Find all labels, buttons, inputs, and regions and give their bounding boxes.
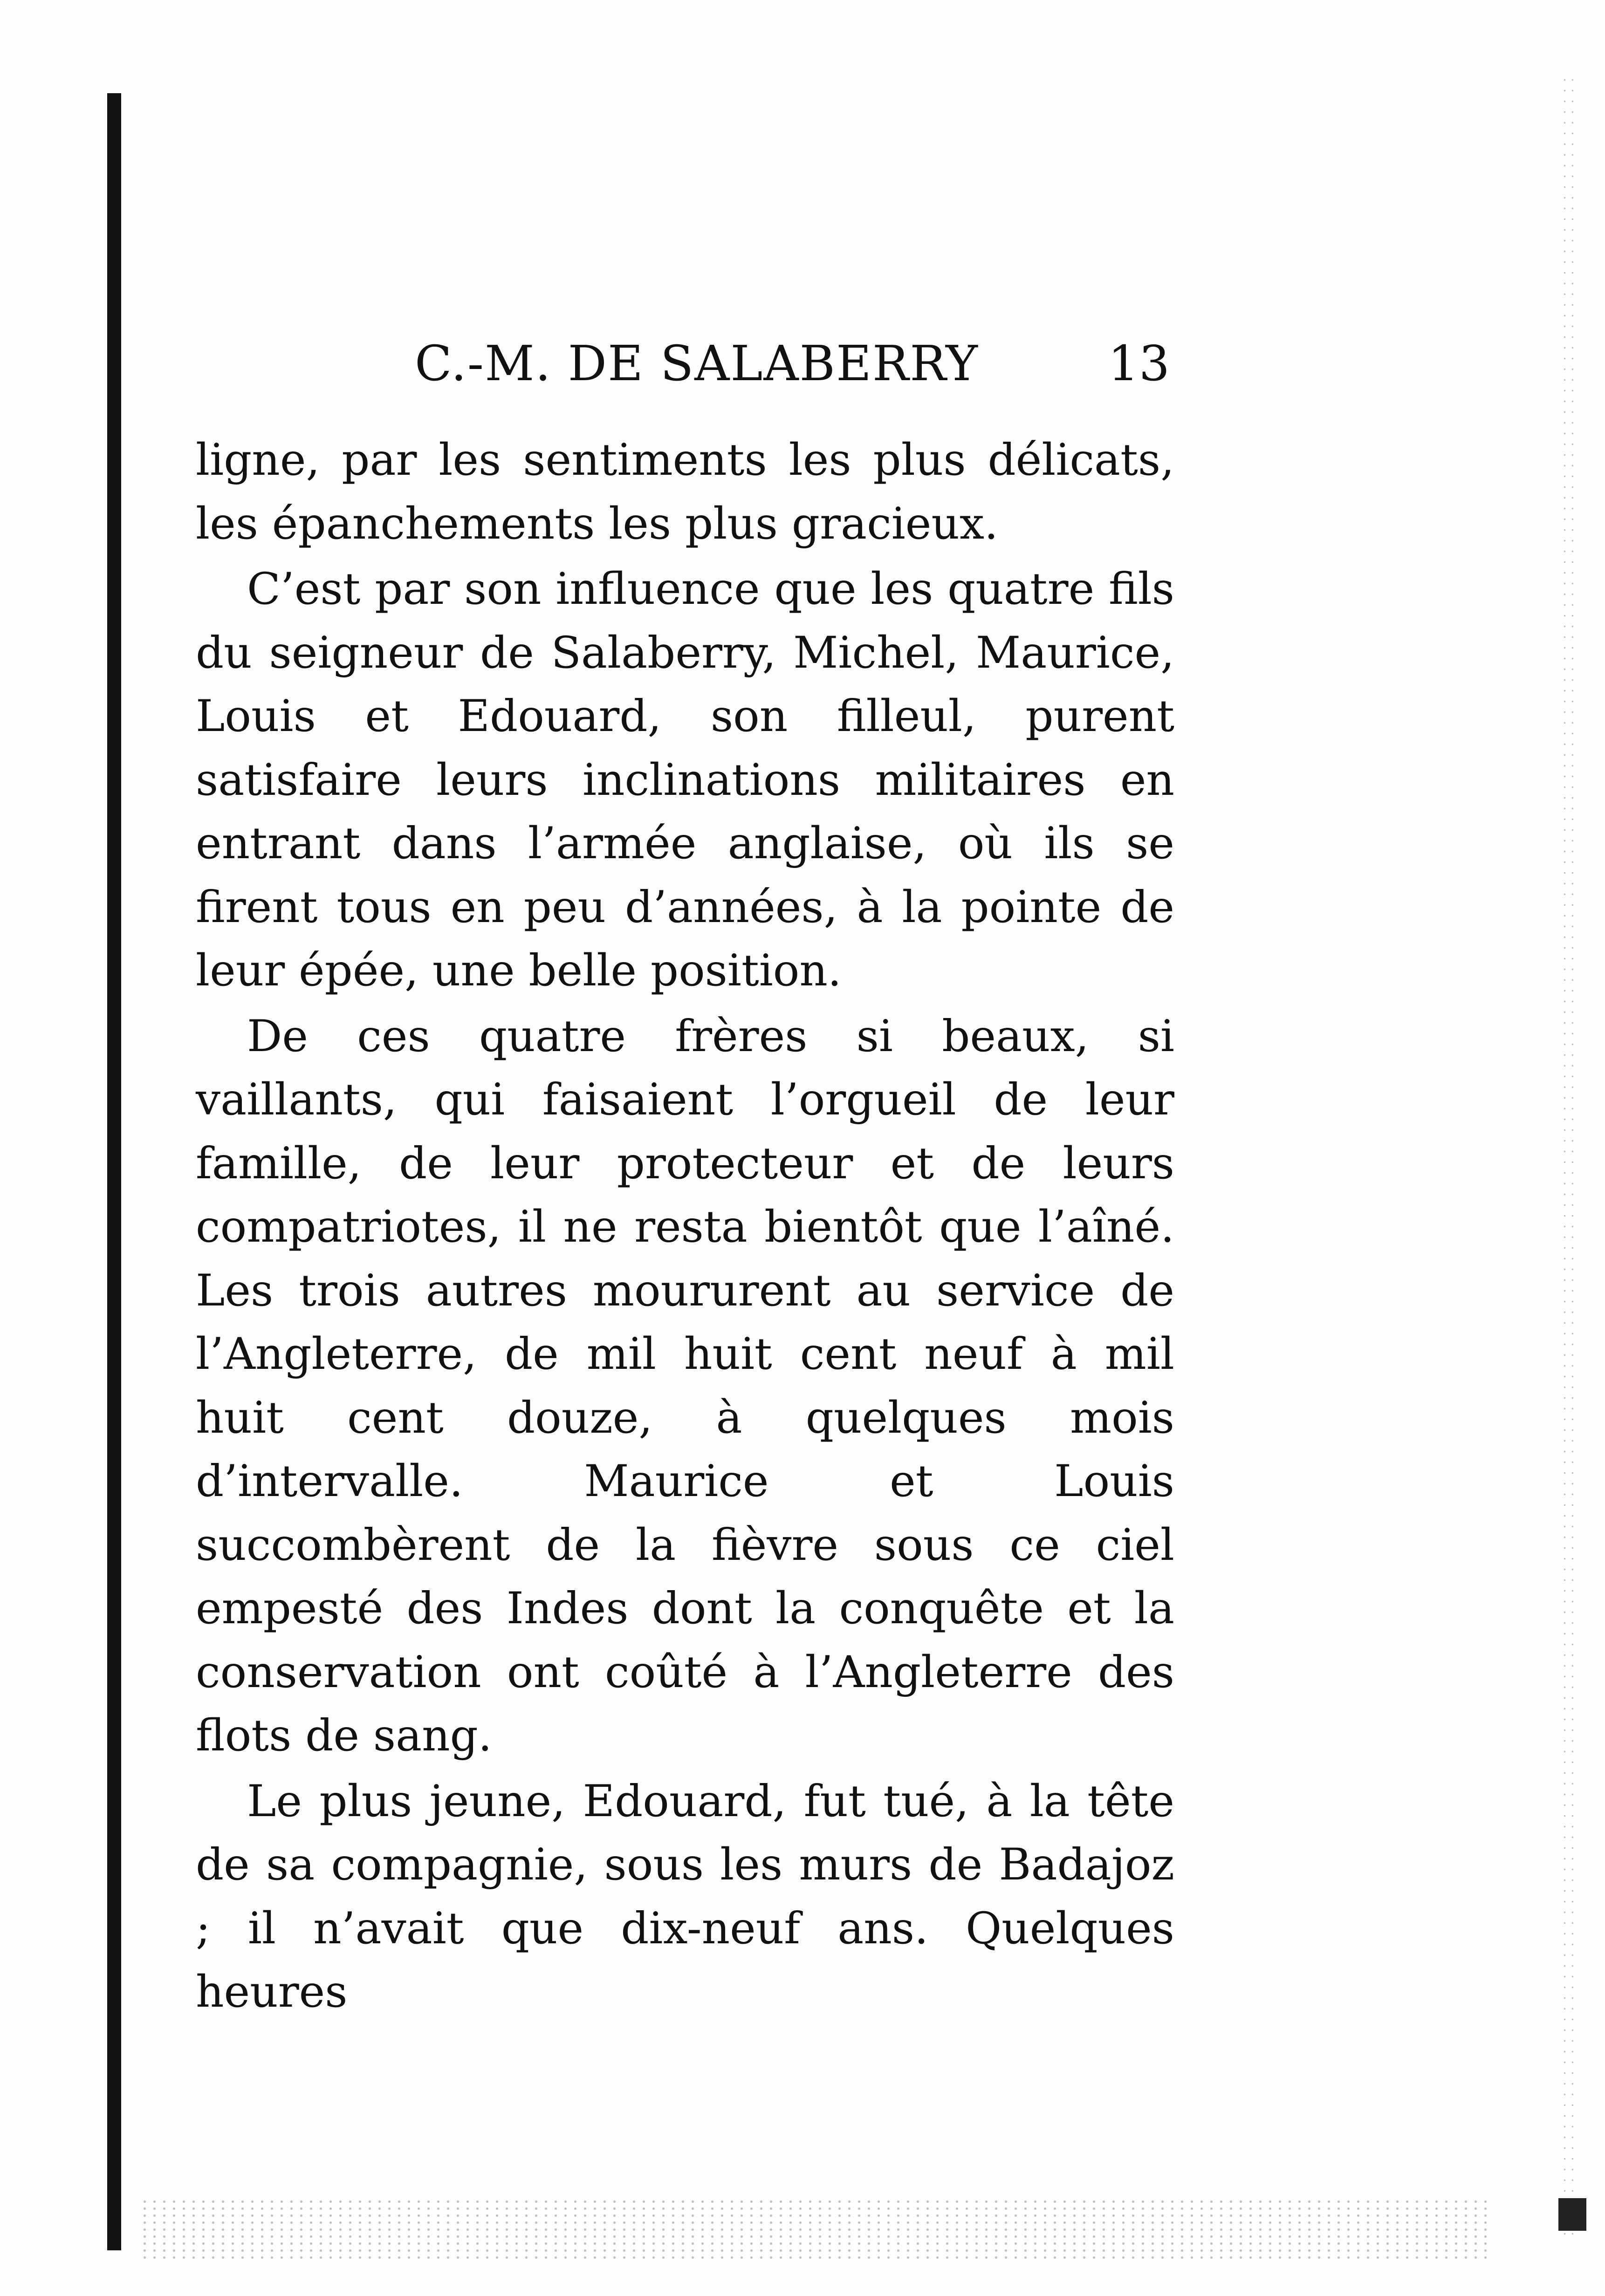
- paragraph: De ces quatre frères si beaux, si vaillants, qui faisaient l’orgueil de leur famille, de leur protecteur et de leurs compatriotes, il ne resta bientôt que l’aîné. Les trois autres moururent au service de l’Angleterre, de mil huit cent neuf à mil huit cent douze, à quelques mois d’intervalle. Maurice et Louis succombèrent de la fièvre sous ce ciel empesté des Indes dont la conquête et la conservation ont coûté à l’Angleterre des flots de sang.: [196, 1011, 1174, 1761]
- running-title: C.-M. DE SALABERRY: [415, 335, 979, 392]
- running-head: [200, 335, 1179, 391]
- page-number: 13: [1108, 335, 1170, 392]
- paragraph-continued: ligne, par les sentiments les plus délicats, les épanchements les plus gracieux.: [196, 435, 1174, 549]
- bottom-edge-speckle: [140, 2198, 1491, 2259]
- paragraph: C’est par son influence que les quatre fils du seigneur de Salaberry, Michel, Maurice, Louis et Edouard, son filleul, purent satisfaire leurs inclinations militaires en entrant dans l’armée anglaise, où ils se firent tous en peu d’années, à la pointe de leur épée, une belle position.: [196, 564, 1174, 996]
- binding-shadow: [107, 93, 121, 2250]
- corner-ink-mark: [1558, 2198, 1586, 2231]
- page-edge-speckle: [1561, 75, 1579, 2241]
- paragraph: Le plus jeune, Edouard, fut tué, à la tête de sa compagnie, sous les murs de Badajoz ; il n’avait que dix-neuf ans. Quelques heures: [196, 1776, 1174, 2017]
- body-text: [196, 429, 1174, 2024]
